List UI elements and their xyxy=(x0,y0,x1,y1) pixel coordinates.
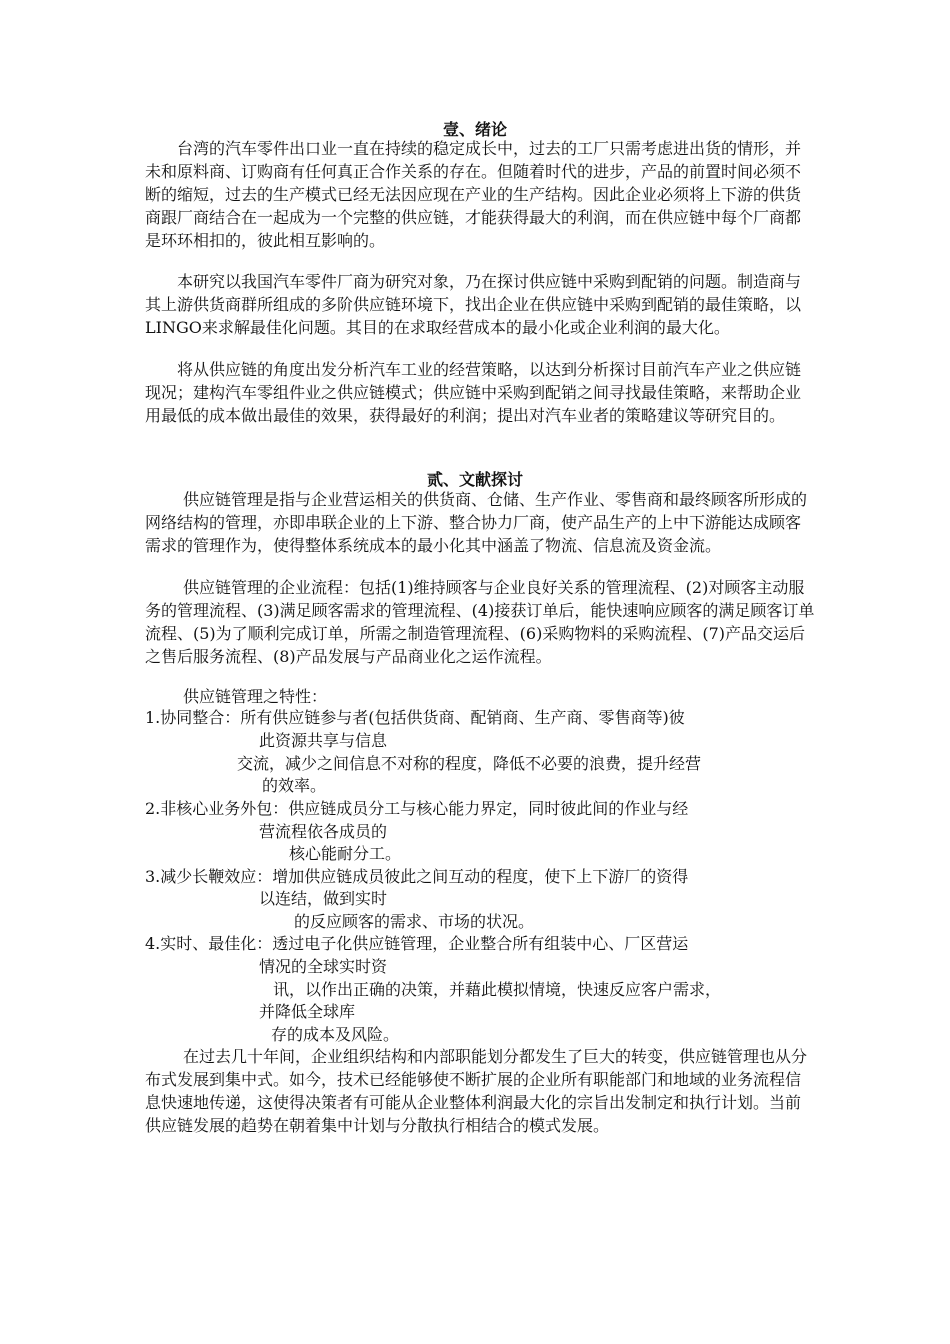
list-item-2-line-2: 营流程依各成员的 xyxy=(259,822,388,841)
list-item-1-line-3: 交流，减少之间信息不对称的程度，降低不必要的浪费，提升经营 xyxy=(237,754,702,773)
section2-paragraph-3: 供应链管理之特性： xyxy=(183,687,328,706)
list-item-4-line-5: 存的成本及风险。 xyxy=(271,1025,400,1044)
list-item-1-line-2: 此资源共享与信息 xyxy=(259,731,388,750)
section1-paragraph-2: 本研究以我国汽车零件厂商为研究对象，乃在探讨供应链中采购到配销的问题。制造商与其上游供货商群所组成的多阶供应链环境下，找出企业在供应链中采购到配销的最佳策略，以LINGO来求解最佳化问题。其目的在求取经营成本的最小化或企业利润的最大化。 xyxy=(145,272,802,337)
list-item-3-line-2: 以连结，做到实时 xyxy=(259,889,388,908)
section2-closing-paragraph: 在过去几十年间，企业组织结构和内部职能划分都发生了巨大的转变，供应链管理也从分布式发展到集中式。如今，技术已经能够使不断扩展的企业所有职能部门和地域的业务流程信息快速地传递，这使得决策者有可能从企业整体利润最大化的宗旨出发制定和执行计划。当前供应链发展的趋势在朝着集中计划与分散执行相结合的模式发展。 xyxy=(145,1047,808,1135)
section2-paragraph-2: 供应链管理的企业流程：包括(1)维持顾客与企业良好关系的管理流程、(2)对顾客主动服务的管理流程、(3)满足顾客需求的管理流程、(4)接获订单后，能快速响应顾客的满足顾客订单流程、(5)为了顺利完成订单，所需之制造管理流程、(6)采购物料的采购流程、(7)产品交运后之售后服务流程、(8)产品发展与产品商业化之运作流程。 xyxy=(145,578,815,666)
list-item-4-line-1: 4.实时、最佳化：透过电子化供应链管理，企业整合所有组装中心、厂区营运 xyxy=(145,934,689,953)
section1-paragraph-1: 台湾的汽车零件出口业一直在持续的稳定成长中，过去的工厂只需考虑进出货的情形，并未和原料商、订购商有任何真正合作关系的存在。但随着时代的进步，产品的前置时间必须不断的缩短，过去的生产模式已经无法因应现在产业的生产结构。因此企业必须将上下游的供货商跟厂商结合在一起成为一个完整的供应链，才能获得最大的利润，而在供应链中每个厂商都是环环相扣的，彼此相互影响的。 xyxy=(145,139,802,250)
list-item-4-line-3: 讯，以作出正确的决策，并藉此模拟情境，快速反应客户需求， xyxy=(273,980,722,999)
list-item-4-line-4: 并降低全球库 xyxy=(259,1002,356,1021)
list-item-2-line-1: 2.非核心业务外包：供应链成员分工与核心能力界定，同时彼此间的作业与经 xyxy=(145,799,689,818)
list-item-2-line-3: 核心能耐分工。 xyxy=(289,844,402,863)
list-item-1-line-1: 1.协同整合：所有供应链参与者(包括供货商、配销商、生产商、零售商等)彼 xyxy=(145,708,685,727)
section1-paragraph-3: 将从供应链的角度出发分析汽车工业的经营策略，以达到分析探讨目前汽车产业之供应链现况；建构汽车零组件业之供应链模式；供应链中采购到配销之间寻找最佳策略，来帮助企业用最低的成本做出最佳的效果，获得最好的利润；提出对汽车业者的策略建议等研究目的。 xyxy=(145,360,802,425)
section2-heading: 贰、文献探讨 xyxy=(426,470,523,489)
list-item-3-line-3: 的反应顾客的需求、市场的状况。 xyxy=(294,912,535,931)
list-item-4-line-2: 情况的全球实时资 xyxy=(259,957,388,976)
list-item-3-line-1: 3.减少长鞭效应：增加供应链成员彼此之间互动的程度，使下上下游厂的资得 xyxy=(145,867,689,886)
list-item-1-line-4: 的效率。 xyxy=(262,776,327,795)
section2-paragraph-1: 供应链管理是指与企业营运相关的供货商、仓储、生产作业、零售商和最终顾客所形成的网络结构的管理，亦即串联企业的上下游、整合协力厂商，使产品生产的上中下游能达成顾客需求的管理作为，使得整体系统成本的最小化其中涵盖了物流、信息流及资金流。 xyxy=(145,490,808,555)
section1-heading: 壹、绪论 xyxy=(442,120,507,139)
